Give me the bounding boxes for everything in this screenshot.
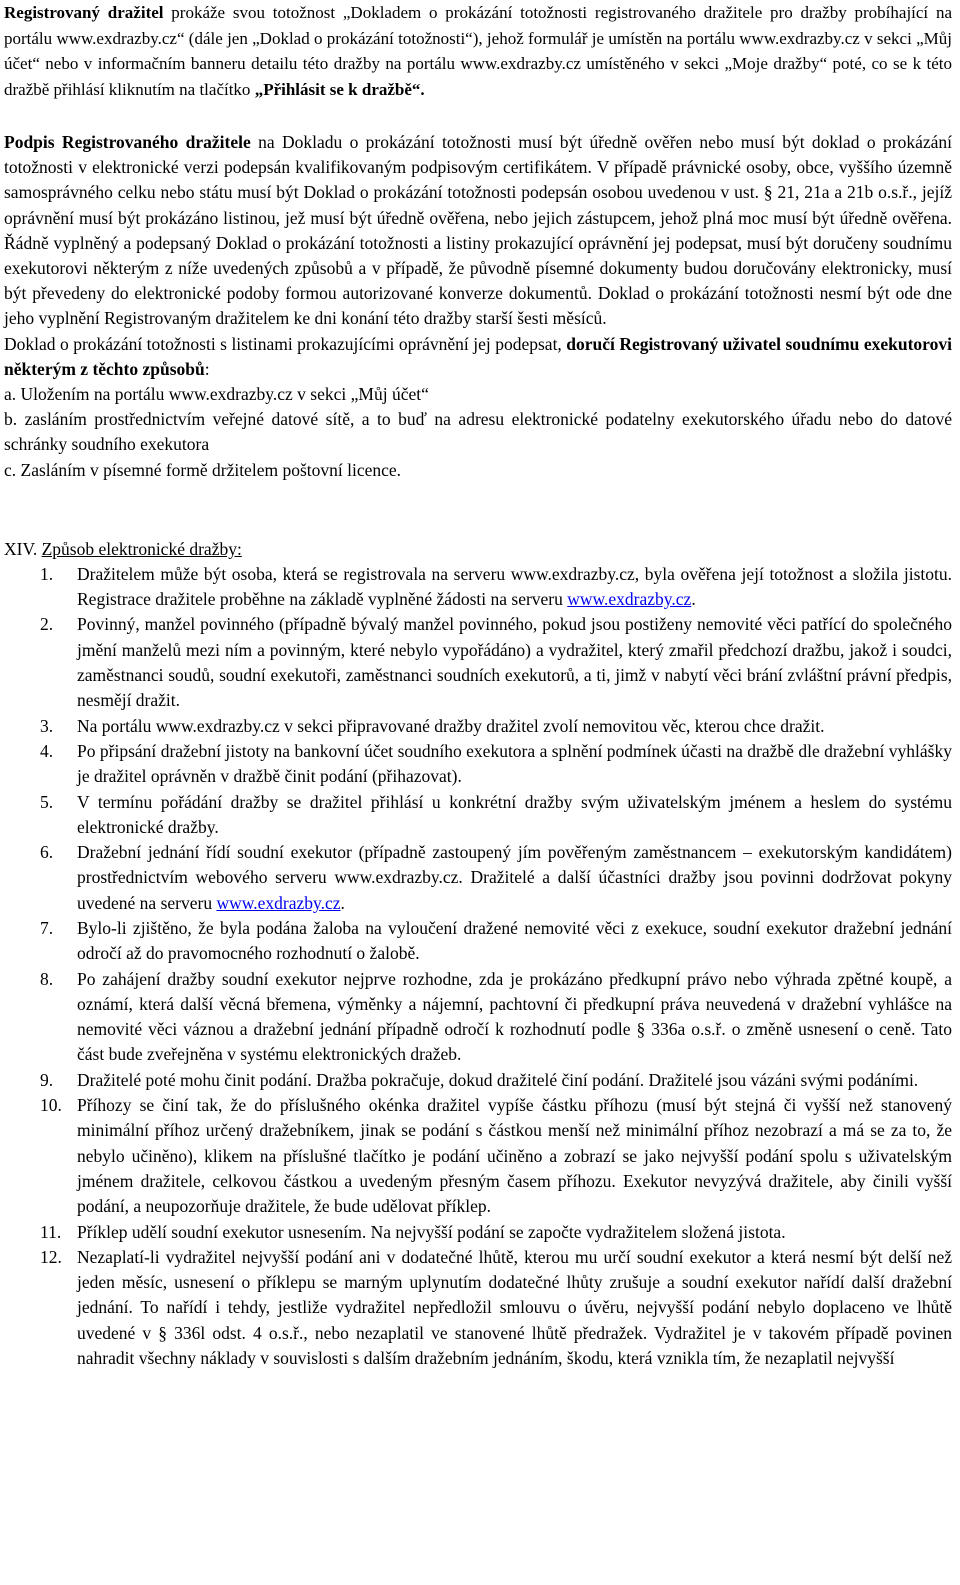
list-item-punct: . <box>340 892 345 913</box>
intro-paragraph-2 <box>4 130 952 332</box>
intro-paragraph-3: Doklad o prokázání totožnosti s listinami prokazujícími oprávnění jej podepsat, doručí Registrovaný uživatel soudnímu exekutorovi některým z těchto způsobů: <box>4 333 952 379</box>
list-item <box>4 1220 952 1245</box>
list-item-text: Příklep udělí soudní exekutor usnesením. Na nejvyšší podání se započte vydražitelem složená jistota. <box>77 1221 786 1242</box>
list-item-text: Bylo-li zjištěno, že byla podána žaloba na vyloučení dražené nemovité věci z exekuce, soudní exekutor dražební jednání odročí až do pravomocného rozhodnutí o žalobě. <box>77 918 952 964</box>
list-item <box>4 714 952 739</box>
list-item-text: Po zahájení dražby soudní exekutor nejprve rozhodne, zda je prokázáno předkupní právo nebo výhrada zpětné koupě, a oznámí, která další věcná břemena, výměnky a nájemní, pachtovní či předkupní práva neuvedená v dražební vyhlášce na nemovité věci váznou a dražební jednání případně odročí k rozhodnutí podle § 336a o.s.ř. o změně usnesení o ceně. Tato část bude zveřejněna v systému elektronických dražeb. <box>77 968 952 1065</box>
list-item-number: 7. <box>40 918 54 938</box>
list-item-text: Dražitelem může být osoba, která se registrovala na serveru www.exdrazby.cz, byla ověřena její totožnost a složila jistotu. Registrace dražitele proběhne na základě vyplněné žádosti na serveru <box>77 563 952 610</box>
exdrazby-link[interactable]: www.exdrazby.cz <box>216 892 341 913</box>
intro-text-3: Doklad o prokázání totožnosti s listinami prokazujícími oprávnění jej podepsat, <box>4 333 567 354</box>
intro-paragraph-1 <box>4 0 952 102</box>
signature-bold: Podpis Registrovaného dražitele <box>4 132 251 152</box>
list-item-text: Dražební jednání řídí soudní exekutor (případně zastoupený jím pověřeným zaměstnancem – exekutorským kandidátem) prostřednictvím webového serveru www.exdrazby.cz. Dražitelé a další účastníci dražby jsou povinni dodržovat pokyny uvedené na serveru <box>77 842 952 913</box>
list-item <box>4 967 952 1068</box>
list-item-text: Na portálu www.exdrazby.cz v sekci připravované dražby dražitel zvolí nemovitou věc, kterou chce dražit. <box>77 715 825 736</box>
list-item <box>4 916 952 967</box>
list-item-number: 4. <box>40 740 54 761</box>
list-item-number: 10. <box>40 1095 62 1116</box>
list-item-text: Nezaplatí-li vydražitel nejvyšší podání ani v dodatečné lhůtě, kterou mu určí soudní exekutor a která nesmí být delší než jeden měsíc, usnesení o příklepu se marným uplynutím dodatečné lhůty zrušuje a soudní exekutor nařídí další dražební jednání. To nařídí i tehdy, jestliže vydražitel nepředložil smlouvu o úvěru, nejvyšší podání nebylo doplaceno ve lhůtě uvedené v § 336l odst. 4 o.s.ř., nebo nezaplatil ve stanovené lhůtě předražek. Vydražitel je v takovém případě povinen nahradit všechny náklady v souvislosti s dalším dražebním jednáním, škodu, která vznikla tím, že nezaplatil nejvyšší <box>77 1246 952 1369</box>
delivery-bold: doručí Registrovaný uživatel soudnímu exekutorovi některým z těchto způsobů <box>4 333 952 379</box>
list-item <box>4 739 952 790</box>
list-item <box>4 612 952 713</box>
section-title: Způsob elektronické dražby: <box>41 538 242 559</box>
intro-text-2: na Dokladu o prokázání totožnosti musí být úředně ověřen nebo musí být doklad o prokázání totožnosti v elektronické verzi podepsán kvalifikovaným podpisovým certifikátem. V případě právnické osoby, obce, vyššího územně samosprávného celku nebo státu musí být Doklad o prokázání totožnosti podepsán osobou uvedenou v ust. § 21, 21a a 21b o.s.ř., jejíž oprávnění musí být prokázáno listinou, jež musí být úředně ověřena, nebo jejich zástupcem, jehož plná moc musí být úředně ověřena. Řádně vyplněný a podepsaný Doklad o prokázání totožnosti a listiny prokazující oprávnění jej podepsat, musí být doručeny soudnímu exekutorovi některým z níže uvedených způsobů a v případě, že původně písemné dokumenty budou doručovány elektronicky, musí být převedeny do elektronické podoby formou autorizované konverze dokumentů. Doklad o prokázání totožnosti nesmí být ode dne jeho vyplnění Registrovaným dražitelem ke dni konání této dražby starší šesti měsíců. <box>4 132 952 329</box>
exdrazby-link[interactable]: www.exdrazby.cz <box>567 589 692 610</box>
list-item <box>4 840 952 916</box>
delivery-option-a: a. Uložením na portálu www.exdrazby.cz v sekci „Můj účet“ <box>4 384 429 405</box>
list-item-text: Dražitelé poté mohu činit podání. Dražba pokračuje, dokud dražitelé činí podání. Dražitelé jsou vázáni svými podáními. <box>77 1069 919 1090</box>
numbered-list <box>4 562 952 1372</box>
list-item-number: 5. <box>40 791 54 812</box>
delivery-option-b: b. zasláním prostřednictvím veřejné datové sítě, a to buď na adresu elektronické podatelny exekutorského úřadu nebo do datové schránky soudního exekutora <box>4 409 952 455</box>
list-item-number: 1. <box>40 563 54 584</box>
list-item-punct: . <box>691 589 696 610</box>
list-item-text: Příhozy se činí tak, že do příslušného okénka dražitel vypíše částku příhozu (musí být stejná či vyšší než stanovený minimální příhoz určený dražebníkem, jinak se podání s částkou menší než minimální příhoz nezobrazí a má se za to, že nebylo učiněno), klikem na příslušné tlačítko je podání učiněno a zobrazí se jako nejvyšší podání spolu s uživatelským jménem dražitele, celkovou částkou a uvedeným přesným časem příhozu. Exekutor nevyzývá dražitele, aby činili vyšší podání, a neupozorňuje dražitele, že bude udělovat příklep. <box>77 1095 952 1217</box>
intro-text-1: prokáže svou totožnost „Dokladem o prokázání totožnosti registrovaného dražitele pro dražby probíhající na portálu www.exdrazby.cz“ (dále jen „Doklad o prokázání totožnosti“), jehož formulář je umístěn na portálu www.exdrazby.cz v sekci „Můj účet“ nebo v informačním banneru detailu této dražby na portálu www.exdrazby.cz umístěného v sekci „Moje dražby“ poté, co se k této dražbě přihlásí kliknutím na tlačítko <box>4 3 952 99</box>
section-number: XIV. <box>4 538 42 559</box>
list-item-number: 8. <box>40 968 54 989</box>
list-item-text: V termínu pořádání dražby se dražitel přihlásí u konkrétní dražby svým uživatelským jménem a heslem do systému elektronické dražby. <box>77 791 952 837</box>
login-button-label: „Přihlásit se k dražbě“. <box>254 79 425 99</box>
list-item-number: 12. <box>40 1246 62 1267</box>
list-item-number: 9. <box>40 1069 54 1090</box>
list-item-text: Povinný, manžel povinného (případně bývalý manžel povinného, pokud jsou postiženy nemovité věci patřící do společného jmění manželů mezi ním a povinným, které nebylo vypořádáno) a vydražitel, který zmařil předchozí dražbu, jakož i soudci, zaměstnanci soudů, soudní exekutoři, zaměstnanci soudních exekutorů, a ti, jimž v nabytí věci brání zvláštní právní předpis, nesmějí dražit. <box>77 614 952 711</box>
list-item-number: 6. <box>40 842 54 863</box>
list-item-number: 2. <box>40 614 54 635</box>
delivery-option-c: c. Zasláním v písemné formě držitelem poštovní licence. <box>4 459 402 480</box>
list-item <box>4 790 952 841</box>
list-item-text: Po připsání dražební jistoty na bankovní účet soudního exekutora a splnění podmínek účasti na dražbě dle dražební vyhlášky je dražitel oprávněn v dražbě činit podání (přihazovat). <box>77 740 952 787</box>
list-item-number: 11. <box>40 1221 62 1242</box>
section-heading <box>4 537 952 562</box>
list-item <box>4 1245 952 1371</box>
list-item <box>4 1068 952 1093</box>
list-item-number: 3. <box>40 715 54 736</box>
registered-bidder-bold: Registrovaný dražitel <box>4 3 164 22</box>
list-item <box>4 1093 952 1219</box>
list-item <box>4 562 952 613</box>
